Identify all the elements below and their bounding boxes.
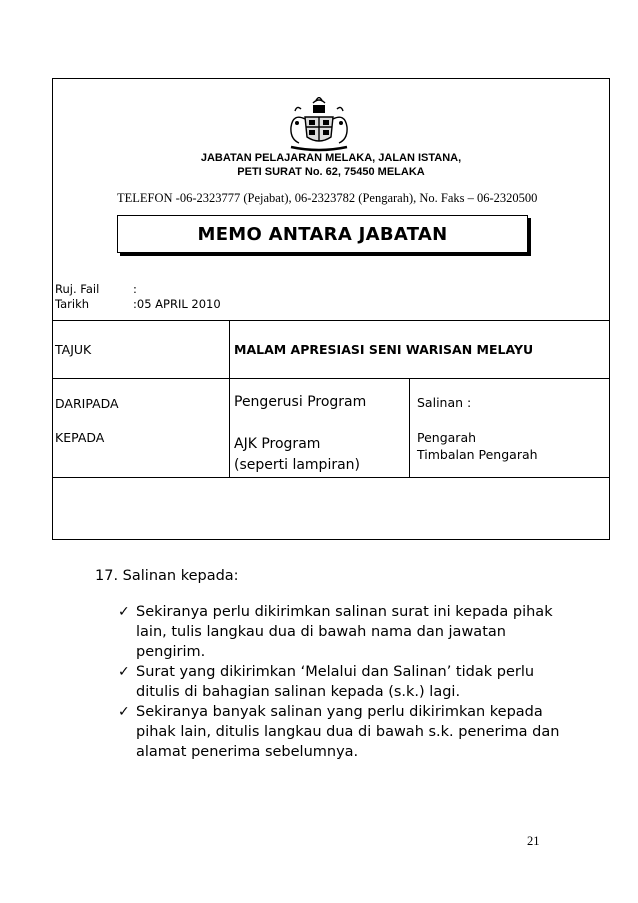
list-item: [118, 662, 568, 702]
coat-of-arms-icon: [283, 97, 355, 153]
list-item: [118, 702, 568, 762]
table-divider: [52, 477, 610, 478]
to-value-line1: AJK Program: [234, 436, 321, 452]
to-label: KEPADA: [55, 430, 105, 445]
table-divider: [409, 378, 410, 477]
checkmark-icon: ✓: [118, 664, 130, 680]
checkmark-icon: ✓: [118, 704, 130, 720]
memo-title: MEMO ANTARA JABATAN: [197, 223, 448, 245]
file-reference-value: :: [133, 282, 137, 296]
table-divider: [52, 378, 610, 379]
list-item-text: Surat yang dikirimkan ‘Melalui dan Salinan’ tidak perlu ditulis di bahagian salinan kepada (s.k.) lagi.: [136, 664, 535, 700]
subject-label: TAJUK: [55, 342, 92, 357]
list-item: [118, 602, 568, 662]
date-label: Tarikh: [55, 297, 90, 311]
list-item-text: Sekiranya banyak salinan yang perlu dikirimkan kepada pihak lain, ditulis langkau dua di bawah s.k. penerima dan alamat penerima sebelumnya.: [136, 704, 560, 760]
table-divider: [52, 320, 610, 321]
page-number: 21: [527, 834, 540, 848]
from-label: DARIPADA: [55, 396, 119, 411]
guideline-list: [118, 602, 568, 762]
copy-recipient: Timbalan Pengarah: [417, 447, 538, 462]
department-address: PETI SURAT No. 62, 75450 MELAKA: [237, 166, 425, 178]
checkmark-icon: ✓: [118, 604, 130, 620]
copy-recipient: Pengarah: [417, 430, 477, 445]
to-value-line2: (seperti lampiran): [234, 457, 361, 473]
section-heading: 17. Salinan kepada:: [95, 568, 239, 584]
date-value: :05 APRIL 2010: [133, 297, 221, 311]
list-item-text: Sekiranya perlu dikirimkan salinan surat ini kepada pihak lain, tulis langkau dua di bawah nama dan jawatan pengirim.: [136, 604, 553, 660]
department-phone: TELEFON -06-2323777 (Pejabat), 06-2323782 (Pengarah), No. Faks – 06-2320500: [117, 191, 538, 205]
memo-title-box: [117, 215, 528, 253]
subject-value: MALAM APRESIASI SENI WARISAN MELAYU: [234, 342, 534, 357]
from-value: Pengerusi Program: [234, 394, 367, 410]
file-reference-label: Ruj. Fail: [55, 282, 100, 296]
department-name: JABATAN PELAJARAN MELAKA, JALAN ISTANA,: [200, 152, 462, 164]
copies-label: Salinan :: [417, 395, 472, 410]
table-divider: [229, 320, 230, 477]
